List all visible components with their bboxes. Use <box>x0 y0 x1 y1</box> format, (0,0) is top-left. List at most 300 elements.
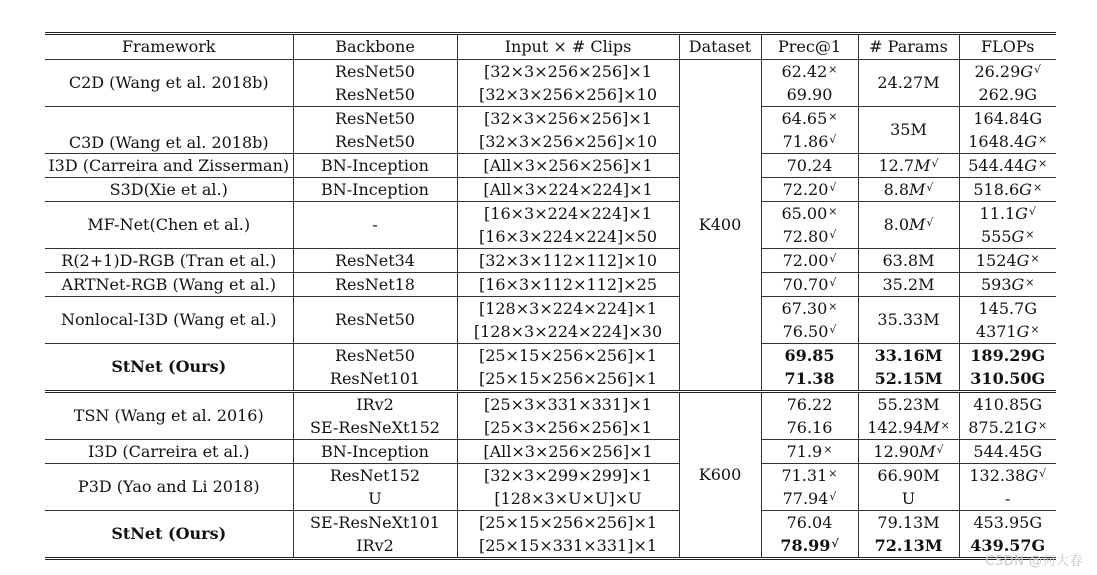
value-text: 67.30 <box>781 298 828 318</box>
cell-value <box>877 395 939 414</box>
framework-cell: S3D(Xie et al.) <box>45 178 293 202</box>
value-text: 24.27M <box>877 73 940 92</box>
dataset-cell: K600 <box>679 392 761 559</box>
flops-cell <box>959 320 1056 344</box>
flops-cell <box>959 487 1056 511</box>
value-text: - <box>1005 488 1011 508</box>
params-cell <box>858 202 959 249</box>
unit-text: G <box>1020 61 1034 81</box>
value-text: 12.7 <box>878 155 915 175</box>
cell-value <box>973 180 1042 199</box>
cross-mark: × <box>1038 156 1048 170</box>
table-row <box>45 107 1056 131</box>
cell-value <box>787 156 833 175</box>
table-body <box>45 60 1056 559</box>
cell-value <box>978 85 1037 104</box>
prec1-cell <box>761 178 858 202</box>
flops-cell <box>959 225 1056 249</box>
table-row <box>45 392 1056 417</box>
value-text: 518.6 <box>973 179 1020 199</box>
check-mark: √ <box>926 180 934 194</box>
flops-cell <box>959 416 1056 440</box>
prec1-cell <box>761 249 858 273</box>
cross-mark: × <box>828 466 838 480</box>
cell-value <box>781 109 837 128</box>
backbone-cell: IRv2 <box>293 392 457 417</box>
cross-mark: × <box>828 204 838 218</box>
prec1-cell <box>761 464 858 488</box>
value-text: 8.0 <box>883 215 910 234</box>
unit-text: M <box>909 179 926 199</box>
cell-value <box>781 466 837 485</box>
cell-value <box>976 251 1040 270</box>
table-row <box>45 440 1056 464</box>
unit-text: M <box>923 417 940 437</box>
unit-text: M <box>919 441 936 461</box>
cross-mark: × <box>940 418 950 432</box>
table-row <box>45 464 1056 488</box>
value-text: 62.42 <box>781 61 828 81</box>
cell-value <box>970 369 1045 388</box>
value-text: 11.1 <box>979 203 1016 223</box>
flops-cell <box>959 107 1056 131</box>
flops-cell <box>959 392 1056 417</box>
input-clips-cell: [32×3×256×256]×1 <box>457 107 679 131</box>
header-prec1: Prec@1 <box>761 34 858 60</box>
backbone-cell: ResNet50 <box>293 60 457 84</box>
value-text: 69.90 <box>786 84 833 104</box>
cross-mark: × <box>1032 180 1043 194</box>
cell-value <box>877 73 939 92</box>
table-row <box>45 511 1056 535</box>
input-clips-cell: [128×3×U×U]×U <box>457 487 679 511</box>
value-text: 70.70 <box>782 274 829 294</box>
value-text: 63.8M <box>882 250 935 270</box>
unit-text: G <box>1024 131 1038 151</box>
value-text: 66.90M <box>877 465 940 485</box>
cell-value <box>781 62 837 81</box>
flops-cell <box>959 273 1056 297</box>
params-cell <box>858 154 959 178</box>
input-clips-cell: [25×15×331×331]×1 <box>457 534 679 559</box>
flops-cell <box>959 178 1056 202</box>
cell-value <box>878 156 938 175</box>
prec1-cell <box>761 83 858 107</box>
value-text: 79.13M <box>877 512 940 532</box>
cell-value <box>877 513 939 532</box>
table-row <box>45 60 1056 84</box>
value-text: 71.86 <box>782 131 829 151</box>
value-text: 52.15M <box>874 368 943 388</box>
header-framework: Framework <box>45 34 293 60</box>
backbone-cell: ResNet50 <box>293 344 457 368</box>
value-text: 71.31 <box>781 465 828 485</box>
cell-value <box>974 62 1041 81</box>
cell-value <box>968 418 1047 437</box>
flops-cell <box>959 297 1056 321</box>
table-row <box>45 273 1056 297</box>
backbone-cell: SE-ResNeXt101 <box>293 511 457 535</box>
backbone-cell: ResNet50 <box>293 297 457 344</box>
cell-value <box>884 180 934 199</box>
cell-value <box>877 310 939 329</box>
unit-text: G <box>1024 417 1038 437</box>
value-text: 78.99 <box>780 535 831 555</box>
cell-value <box>781 299 837 318</box>
cell-value <box>976 322 1040 341</box>
cross-mark: × <box>828 62 838 76</box>
cell-value <box>980 204 1036 223</box>
header-dataset: Dataset <box>679 34 761 60</box>
cross-mark: × <box>1030 322 1040 336</box>
check-mark: √ <box>931 156 939 170</box>
backbone-cell: SE-ResNeXt152 <box>293 416 457 440</box>
value-text: 262.9G <box>978 84 1038 104</box>
table-row <box>45 297 1056 321</box>
params-cell <box>858 60 959 107</box>
cell-value <box>875 369 943 388</box>
params-cell <box>858 273 959 297</box>
backbone-cell: ResNet152 <box>293 464 457 488</box>
params-cell <box>858 367 959 392</box>
value-text: 145.7G <box>978 298 1038 318</box>
framework-cell: I3D (Carreira and Zisserman) <box>45 154 293 178</box>
value-text: 544.45G <box>973 441 1043 461</box>
prec1-cell <box>761 487 858 511</box>
value-text: 132.38 <box>969 465 1026 485</box>
unit-text: M <box>909 215 926 234</box>
cell-value <box>969 466 1046 485</box>
cross-mark: × <box>1038 418 1048 432</box>
cell-value <box>981 275 1035 294</box>
check-mark: √ <box>829 322 837 336</box>
unit-text: G <box>1025 465 1039 485</box>
check-mark: √ <box>829 227 837 241</box>
params-cell <box>858 487 959 511</box>
input-clips-cell: [16×3×224×224]×1 <box>457 202 679 226</box>
header-params: # Params <box>858 34 959 60</box>
cell-value <box>973 513 1042 532</box>
value-text: 1648.4 <box>968 131 1025 151</box>
value-text: 69.85 <box>784 345 835 365</box>
cell-value <box>787 418 833 437</box>
value-text: 76.22 <box>786 394 833 414</box>
value-text: 33.16M <box>874 345 943 365</box>
params-cell <box>858 249 959 273</box>
flops-cell <box>959 440 1056 464</box>
cross-mark: × <box>1030 251 1040 265</box>
check-mark: √ <box>1039 466 1047 480</box>
input-clips-cell: [25×15×256×256]×1 <box>457 511 679 535</box>
prec1-cell <box>761 416 858 440</box>
params-cell <box>858 297 959 344</box>
value-text: 71.9 <box>786 441 823 461</box>
value-text: 142.94 <box>867 417 924 437</box>
input-clips-cell: [128×3×224×224]×30 <box>457 320 679 344</box>
backbone-cell: ResNet34 <box>293 249 457 273</box>
check-mark: √ <box>1028 204 1036 218</box>
params-cell <box>858 344 959 368</box>
prec1-cell <box>761 534 858 559</box>
value-text: 544.44 <box>968 155 1025 175</box>
prec1-cell <box>761 273 858 297</box>
cell-value <box>787 85 833 104</box>
input-clips-cell: [25×3×331×331]×1 <box>457 392 679 417</box>
input-clips-cell: [32×3×256×256]×1 <box>457 60 679 84</box>
cell-value <box>783 132 837 151</box>
framework-cell: TSN (Wang et al. 2016) <box>45 392 293 440</box>
cell-value <box>884 215 934 234</box>
header-row <box>45 34 1056 60</box>
cell-value <box>882 251 934 270</box>
framework-cell: ARTNet-RGB (Wang et al.) <box>45 273 293 297</box>
cell-value <box>875 536 943 555</box>
backbone-cell: ResNet50 <box>293 83 457 107</box>
prec1-cell <box>761 440 858 464</box>
prec1-cell <box>761 225 858 249</box>
params-cell <box>858 416 959 440</box>
input-clips-cell: [All×3×256×256]×1 <box>457 154 679 178</box>
cell-value <box>968 156 1047 175</box>
cell-value <box>1005 489 1010 508</box>
flops-cell <box>959 154 1056 178</box>
value-text: U <box>901 488 916 508</box>
table-row <box>45 344 1056 368</box>
cell-value <box>783 489 837 508</box>
unit-text: G <box>1024 155 1038 175</box>
value-text: 72.13M <box>874 535 943 555</box>
flops-cell <box>959 464 1056 488</box>
params-cell <box>858 392 959 417</box>
cell-value <box>781 204 837 223</box>
flops-cell <box>959 130 1056 154</box>
unit-text: G <box>1011 226 1025 246</box>
flops-cell <box>959 249 1056 273</box>
backbone-cell: U <box>293 487 457 511</box>
flops-cell <box>959 344 1056 368</box>
cell-value <box>867 418 950 437</box>
cell-value <box>783 322 837 341</box>
cell-value <box>973 109 1042 128</box>
params-cell <box>858 178 959 202</box>
framework-cell: P3D (Yao and Li 2018) <box>45 464 293 511</box>
value-text: 453.95G <box>973 512 1043 532</box>
input-clips-cell: [25×3×256×256]×1 <box>457 416 679 440</box>
prec1-cell <box>761 154 858 178</box>
value-text: 76.16 <box>786 417 833 437</box>
value-text: 77.94 <box>782 488 829 508</box>
value-text: 72.80 <box>782 226 829 246</box>
framework-cell: I3D (Carreira et al.) <box>45 440 293 464</box>
value-text: 76.04 <box>786 512 833 532</box>
prec1-cell <box>761 320 858 344</box>
value-text: 35.2M <box>882 274 935 294</box>
framework-cell: StNet (Ours) <box>45 511 293 559</box>
input-clips-cell: [32×3×256×256]×10 <box>457 130 679 154</box>
framework-cell: R(2+1)D-RGB (Tran et al.) <box>45 249 293 273</box>
value-text: 12.90 <box>873 441 920 461</box>
value-text: 4371 <box>975 321 1017 341</box>
cross-mark: × <box>1038 132 1048 146</box>
watermark: CSDN @何大春 <box>985 554 1083 569</box>
unit-text: G <box>1016 250 1030 270</box>
framework-cell: MF-Net(Chen et al.) <box>45 202 293 249</box>
framework-cell: C3D (Wang et al. 2018b) <box>45 107 293 154</box>
cell-value <box>902 489 915 508</box>
cell-value <box>783 227 837 246</box>
check-mark: √ <box>829 132 837 146</box>
input-clips-cell: [32×3×299×299]×1 <box>457 464 679 488</box>
value-text: 26.29 <box>974 61 1021 81</box>
cross-mark: × <box>828 109 838 123</box>
cell-value <box>981 227 1035 246</box>
framework-cell: Nonlocal-I3D (Wang et al.) <box>45 297 293 344</box>
input-clips-cell: [32×3×112×112]×10 <box>457 249 679 273</box>
cell-value <box>973 442 1042 461</box>
backbone-cell: ResNet50 <box>293 107 457 131</box>
flops-cell <box>959 60 1056 84</box>
value-text: 35.33M <box>877 310 940 329</box>
check-mark: √ <box>1034 62 1042 76</box>
input-clips-cell: [All×3×256×256]×1 <box>457 440 679 464</box>
flops-cell <box>959 511 1056 535</box>
prec1-cell <box>761 392 858 417</box>
value-text: 410.85G <box>973 394 1043 414</box>
input-clips-cell: [25×15×256×256]×1 <box>457 367 679 392</box>
value-text: 593 <box>980 274 1012 294</box>
prec1-cell <box>761 367 858 392</box>
cell-value <box>784 346 834 365</box>
table-row <box>45 202 1056 226</box>
input-clips-cell: [25×15×256×256]×1 <box>457 344 679 368</box>
unit-text: G <box>1015 203 1028 223</box>
flops-cell <box>959 83 1056 107</box>
table-row <box>45 154 1056 178</box>
backbone-cell: ResNet101 <box>293 367 457 392</box>
prec1-cell <box>761 60 858 84</box>
cross-mark: × <box>1025 275 1035 289</box>
check-mark: √ <box>829 251 837 265</box>
results-table <box>45 32 1056 560</box>
prec1-cell <box>761 511 858 535</box>
unit-text: G <box>1016 321 1030 341</box>
cell-value <box>784 369 834 388</box>
value-text: 164.84G <box>973 108 1043 128</box>
value-text: 70.24 <box>786 155 833 175</box>
header-flops: FLOPs <box>959 34 1056 60</box>
unit-text: G <box>1019 179 1032 199</box>
prec1-cell <box>761 107 858 131</box>
cell-value <box>877 466 939 485</box>
backbone-cell: BN-Inception <box>293 440 457 464</box>
input-clips-cell: [128×3×224×224]×1 <box>457 297 679 321</box>
backbone-cell: BN-Inception <box>293 154 457 178</box>
prec1-cell <box>761 344 858 368</box>
cross-mark: × <box>823 442 833 456</box>
params-cell <box>858 511 959 535</box>
cell-value <box>787 442 833 461</box>
check-mark: √ <box>829 275 837 289</box>
flops-cell <box>959 202 1056 226</box>
input-clips-cell: [16×3×112×112]×25 <box>457 273 679 297</box>
input-clips-cell: [32×3×256×256]×10 <box>457 83 679 107</box>
backbone-cell: IRv2 <box>293 534 457 559</box>
input-clips-cell: [16×3×224×224]×50 <box>457 225 679 249</box>
cell-value <box>978 299 1037 318</box>
value-text: 55.23M <box>877 394 940 414</box>
value-text: 1524 <box>975 250 1017 270</box>
header-input-clips: Input × # Clips <box>457 34 679 60</box>
backbone-cell: ResNet18 <box>293 273 457 297</box>
unit-text: M <box>914 155 931 175</box>
params-cell <box>858 107 959 154</box>
check-mark: √ <box>829 180 837 194</box>
table-row <box>45 249 1056 273</box>
cell-value <box>787 395 833 414</box>
cell-value <box>787 513 833 532</box>
input-clips-cell: [All×3×224×224]×1 <box>457 178 679 202</box>
params-cell <box>858 534 959 559</box>
cell-value <box>780 536 838 555</box>
cross-mark: × <box>1025 227 1035 241</box>
value-text: 555 <box>980 226 1012 246</box>
header-backbone: Backbone <box>293 34 457 60</box>
cell-value <box>890 120 927 139</box>
value-text: 875.21 <box>968 417 1025 437</box>
value-text: 310.50G <box>970 368 1046 388</box>
value-text: 76.50 <box>782 321 829 341</box>
value-text: 35M <box>890 120 927 139</box>
check-mark: √ <box>829 489 837 503</box>
cell-value <box>968 132 1047 151</box>
backbone-cell: ResNet50 <box>293 130 457 154</box>
value-text: 72.00 <box>782 250 829 270</box>
check-mark: √ <box>831 536 839 550</box>
cell-value <box>882 275 934 294</box>
prec1-cell <box>761 202 858 226</box>
flops-cell <box>959 367 1056 392</box>
value-text: 189.29G <box>970 345 1046 365</box>
value-text: 439.57G <box>970 535 1046 555</box>
cell-value <box>783 275 837 294</box>
dataset-cell: K400 <box>679 60 761 392</box>
value-text: 64.65 <box>781 108 828 128</box>
prec1-cell <box>761 130 858 154</box>
cell-value <box>873 442 943 461</box>
value-text: 72.20 <box>782 179 829 199</box>
cell-value <box>783 251 837 270</box>
value-text: 65.00 <box>781 203 828 223</box>
params-cell <box>858 440 959 464</box>
value-text: 71.38 <box>784 368 835 388</box>
framework-cell: C2D (Wang et al. 2018b) <box>45 60 293 107</box>
cell-value <box>875 346 943 365</box>
framework-cell: StNet (Ours) <box>45 344 293 392</box>
prec1-cell <box>761 297 858 321</box>
unit-text: G <box>1011 274 1025 294</box>
cell-value <box>970 346 1045 365</box>
check-mark: √ <box>936 442 944 456</box>
cross-mark: × <box>828 299 838 313</box>
backbone-cell: - <box>293 202 457 249</box>
check-mark: √ <box>926 216 934 229</box>
cell-value <box>783 180 837 199</box>
table-row <box>45 178 1056 202</box>
backbone-cell: BN-Inception <box>293 178 457 202</box>
value-text: 8.8 <box>883 179 910 199</box>
cell-value <box>973 395 1042 414</box>
params-cell <box>858 464 959 488</box>
